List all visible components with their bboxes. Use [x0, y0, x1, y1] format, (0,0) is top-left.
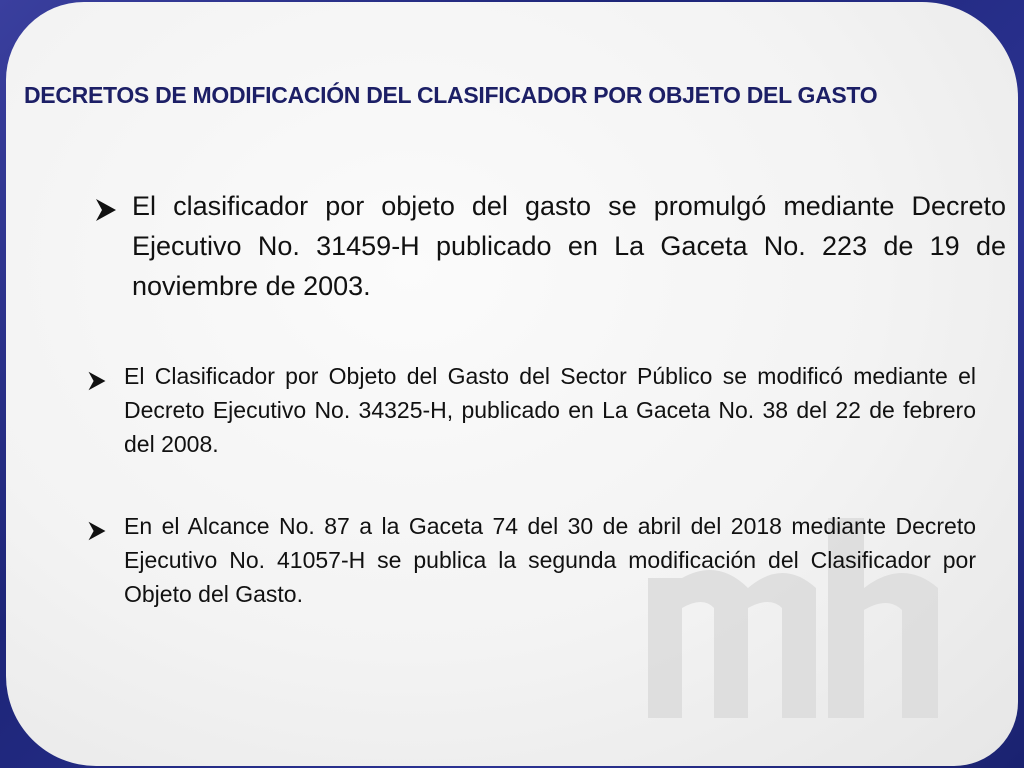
arrow-bullet-icon — [86, 517, 108, 551]
bullet-item — [86, 359, 976, 461]
bullet-text: El clasificador por objeto del gasto se promulgó mediante Decreto Ejecutivo No. 31459-H publicado en La Gaceta No. 223 de 19 de noviembre de 2003. — [132, 191, 1006, 301]
bullet-item — [86, 509, 976, 611]
bullet-text: En el Alcance No. 87 a la Gaceta 74 del 30 de abril del 2018 mediante Decreto Ejecutivo No. 41057-H se publica la segunda modificación del Clasificador por Objeto del Gasto. — [124, 513, 976, 607]
bullet-item — [94, 186, 1006, 306]
slide-title: DECRETOS DE MODIFICACIÓN DEL CLASIFICADOR POR OBJETO DEL GASTO — [24, 82, 878, 108]
slide-canvas — [6, 2, 1018, 766]
bullet-text: El Clasificador por Objeto del Gasto del Sector Público se modificó mediante el Decreto Ejecutivo No. 34325-H, publicado en La Gaceta No. 38 del 22 de febrero del 2008. — [124, 363, 976, 457]
arrow-bullet-icon — [94, 194, 118, 234]
arrow-bullet-icon — [86, 367, 108, 401]
